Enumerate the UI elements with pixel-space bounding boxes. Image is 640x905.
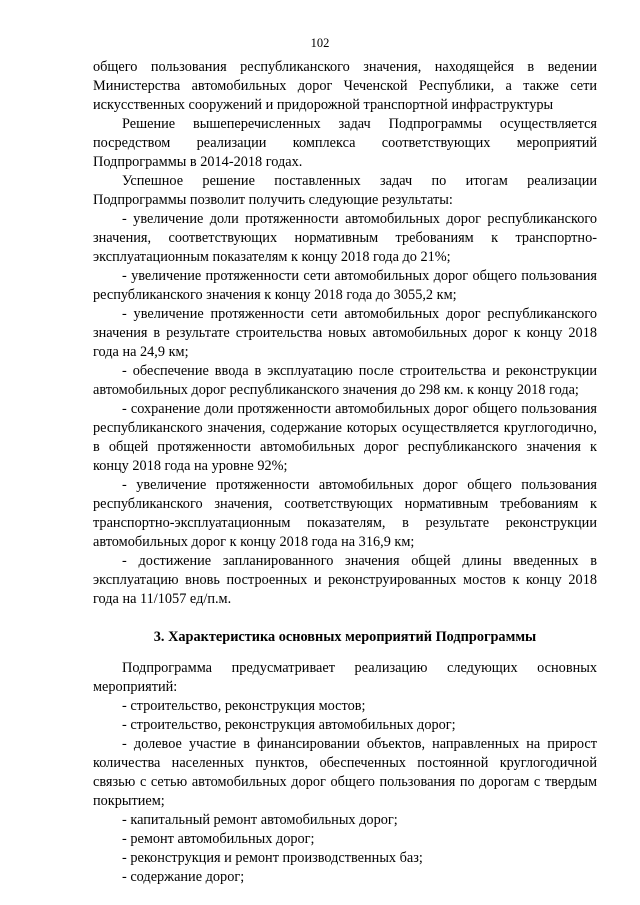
- list-item: - долевое участие в финансировании объектов, направленных на прирост количества населенных пунктов, обеспеченных постоянной круглогодичной связью с сетью автомобильных дорог общего пользования по дорогам с твердым покрытием;: [93, 736, 597, 809]
- list-item: - увеличение протяженности сети автомобильных дорог общего пользования республиканского значения к концу 2018 года до 3055,2 км;: [93, 268, 597, 303]
- list-item: - реконструкция и ремонт производственных баз;: [122, 850, 423, 866]
- list-item: - содержание дорог;: [122, 869, 245, 885]
- list-item: - увеличение протяженности сети автомобильных дорог республиканского значения в результате строительства новых автомобильных дорог к концу 2018 года на 24,9 км;: [93, 306, 597, 360]
- paragraph: общего пользования республиканского значения, находящейся в ведении Министерства автомобильных дорог Чеченской Республики, а также сети искусственных сооружений и придорожной транспортной инфраструктуры: [93, 59, 597, 113]
- paragraph: Успешное решение поставленных задач по итогам реализации Подпрограммы позволит получить следующие результаты:: [93, 173, 597, 208]
- list-item: - строительство, реконструкция мостов;: [122, 698, 366, 714]
- list-item: - обеспечение ввода в эксплуатацию после строительства и реконструкции автомобильных дорог республиканского значения до 298 км. к концу 2018 года;: [93, 363, 597, 398]
- list-item: - сохранение доли протяженности автомобильных дорог общего пользования республиканского значения, содержание которых осуществляется круглогодично, в общей протяженности автомобильных дорог республиканского значения к концу 2018 года на уровне 92%;: [93, 401, 597, 474]
- list-item: - увеличение доли протяженности автомобильных дорог республиканского значения, соответствующих нормативным требованиям к транспортно-эксплуатационным показателям к концу 2018 года до 21%;: [93, 211, 597, 265]
- list-item: - капитальный ремонт автомобильных дорог;: [122, 812, 398, 828]
- page-content: [93, 58, 597, 887]
- list-item: - ремонт автомобильных дорог;: [122, 831, 315, 847]
- paragraph: Подпрограмма предусматривает реализацию следующих основных мероприятий:: [93, 660, 597, 695]
- list-item: - увеличение протяженности автомобильных дорог общего пользования республиканского значения, соответствующих нормативным требованиям к транспортно-эксплуатационным показателям, в результате реконструкции автомобильных дорог к концу 2018 года на 316,9 км;: [93, 477, 597, 550]
- page-number: 102: [310, 36, 330, 50]
- list-item: - достижение запланированного значения общей длины введенных в эксплуатацию вновь построенных и реконструированных мостов к концу 2018 года на 11/1057 ед/п.м.: [93, 553, 597, 607]
- paragraph: Решение вышеперечисленных задач Подпрограммы осуществляется посредством реализации комплекса соответствующих мероприятий Подпрограммы в 2014-2018 годах.: [93, 116, 597, 170]
- list-item: - строительство, реконструкция автомобильных дорог;: [122, 717, 456, 733]
- section-heading: 3. Характеристика основных мероприятий Подпрограммы: [153, 629, 537, 645]
